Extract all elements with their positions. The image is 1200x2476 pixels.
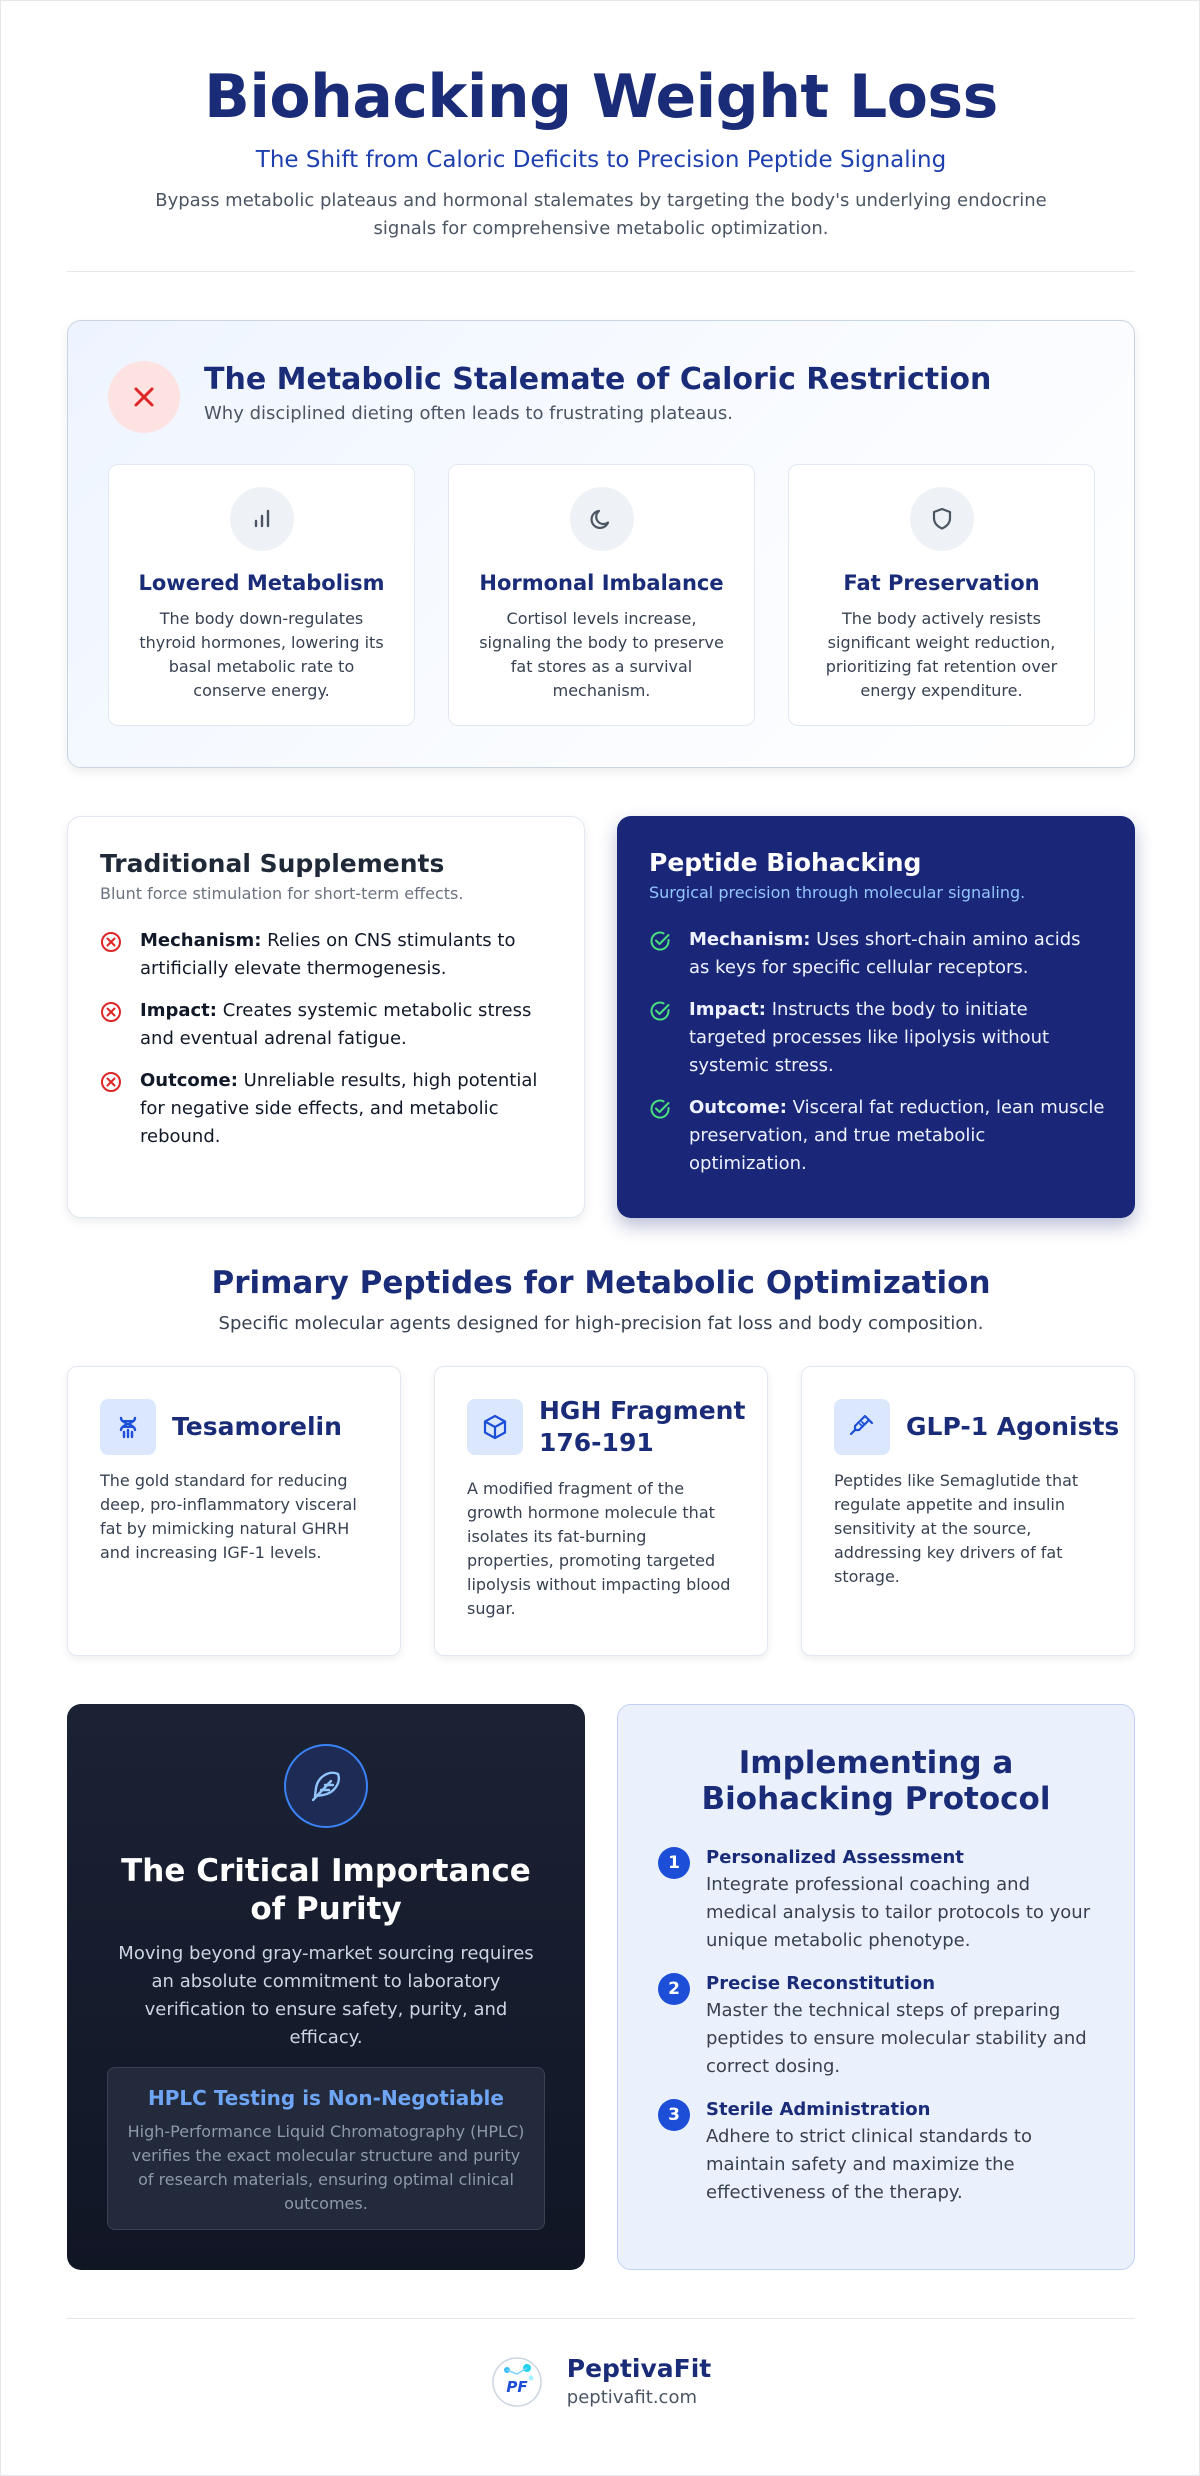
footer bbox=[1, 2347, 1200, 2417]
peptivafit-logo bbox=[491, 2356, 543, 2408]
footer-brand-block bbox=[567, 2353, 711, 2411]
item-label: Impact: bbox=[140, 1000, 217, 1021]
purity-title: The Critical Importance of Purity bbox=[121, 1853, 531, 1927]
page-subtitle: The Shift from Caloric Deficits to Precision Peptide Signaling bbox=[255, 147, 947, 173]
dna-icon bbox=[100, 1399, 156, 1455]
peptide-card-text: A modified fragment of the growth hormone molecule that isolates its fat-burning properties, promoting targeted lipolysis without impacting blood sugar. bbox=[467, 1479, 731, 1618]
peptide-card-title: GLP-1 Agonists bbox=[906, 1412, 1120, 1441]
peptides-section-header bbox=[67, 1263, 1135, 1334]
list-item bbox=[649, 996, 1105, 1080]
step-text: Adhere to strict clinical standards to maintain safety and maximize the effectiveness of the therapy. bbox=[706, 2126, 1032, 2203]
item-text: Uses short-chain amino acids as keys for specific cellular receptors. bbox=[689, 929, 1081, 978]
stalemate-card bbox=[448, 464, 755, 726]
x-circle-icon bbox=[100, 927, 140, 983]
protocol-step bbox=[658, 1971, 1098, 2081]
list-item bbox=[649, 926, 1105, 982]
item-text: Creates systemic metabolic stress and eventual adrenal fatigue. bbox=[140, 1000, 532, 1049]
step-number: 3 bbox=[658, 2099, 690, 2131]
protocol-steps bbox=[658, 1845, 1098, 2223]
page-description: Bypass metabolic plateaus and hormonal stalemates by targeting the body's underlying endocrine signals for comprehensive metabolic optimization. bbox=[155, 190, 1047, 239]
cube-icon bbox=[467, 1399, 523, 1455]
list-item bbox=[649, 1094, 1105, 1178]
traditional-supplements-card bbox=[67, 816, 585, 1218]
stalemate-section bbox=[67, 320, 1135, 768]
stalemate-card-text: The body down-regulates thyroid hormones, lowering its basal metabolic rate to conserve energy. bbox=[139, 609, 384, 700]
purity-text: Moving beyond gray-market sourcing requires an absolute commitment to laboratory verification to ensure safety, purity, and efficacy. bbox=[118, 1943, 534, 2048]
syringe-icon bbox=[834, 1399, 890, 1455]
check-circle-icon bbox=[649, 926, 689, 982]
peptide-card-tesamorelin bbox=[67, 1366, 401, 1656]
footer-divider bbox=[67, 2318, 1135, 2319]
item-text: Instructs the body to initiate targeted processes like lipolysis without systemic stress. bbox=[689, 999, 1050, 1076]
x-circle-icon bbox=[100, 997, 140, 1053]
feather-icon bbox=[284, 1744, 368, 1828]
x-circle-icon bbox=[100, 1067, 140, 1151]
stalemate-card bbox=[108, 464, 415, 726]
protocol-title: Implementing a Biohacking Protocol bbox=[701, 1745, 1051, 1817]
peptides-section-title: Primary Peptides for Metabolic Optimization bbox=[211, 1265, 991, 1301]
stalemate-subtitle: Why disciplined dieting often leads to frustrating plateaus. bbox=[204, 403, 733, 424]
item-text: Unreliable results, high potential for negative side effects, and metabolic rebound. bbox=[140, 1070, 538, 1147]
hplc-callout-title: HPLC Testing is Non-Negotiable bbox=[148, 2086, 504, 2110]
step-title: Personalized Assessment bbox=[706, 1847, 964, 1868]
peptide-list bbox=[649, 926, 1105, 1192]
list-item bbox=[100, 997, 556, 1053]
footer-url[interactable]: peptivafit.com bbox=[566, 2387, 697, 2408]
item-label: Outcome: bbox=[140, 1070, 238, 1091]
footer-brand: PeptivaFit bbox=[566, 2354, 712, 2383]
step-number: 2 bbox=[658, 1973, 690, 2005]
item-label: Impact: bbox=[689, 999, 766, 1020]
purity-card bbox=[67, 1704, 585, 2270]
item-label: Outcome: bbox=[689, 1097, 787, 1118]
header-divider bbox=[67, 271, 1135, 272]
peptide-card-title: Tesamorelin bbox=[172, 1412, 342, 1441]
item-label: Mechanism: bbox=[689, 929, 811, 950]
protocol-card bbox=[617, 1704, 1135, 2270]
bar-chart-icon bbox=[230, 487, 294, 551]
traditional-list bbox=[100, 927, 556, 1165]
peptide-card-hgh-fragment bbox=[434, 1366, 768, 1656]
peptide-biohacking-card bbox=[617, 816, 1135, 1218]
stalemate-title: The Metabolic Stalemate of Caloric Restriction bbox=[204, 362, 992, 397]
peptide-card-text: The gold standard for reducing deep, pro-inflammatory visceral fat by mimicking natural GHRH and increasing IGF-1 levels. bbox=[100, 1471, 357, 1562]
peptide-card-title: HGH Fragment 176-191 bbox=[539, 1396, 746, 1457]
moon-icon bbox=[570, 487, 634, 551]
stalemate-card-title: Hormonal Imbalance bbox=[479, 571, 724, 595]
logo-text: PF bbox=[506, 2378, 528, 2396]
step-text: Master the technical steps of preparing peptides to ensure molecular stability and correct dosing. bbox=[706, 2000, 1087, 2077]
step-title: Precise Reconstitution bbox=[706, 1973, 936, 1994]
traditional-title: Traditional Supplements bbox=[100, 849, 445, 878]
protocol-step bbox=[658, 1845, 1098, 1955]
peptide-subtitle: Surgical precision through molecular signaling. bbox=[649, 883, 1026, 902]
stalemate-card-title: Fat Preservation bbox=[843, 571, 1040, 595]
list-item bbox=[100, 1067, 556, 1151]
protocol-step bbox=[658, 2097, 1098, 2207]
x-icon bbox=[108, 361, 180, 433]
peptide-card-text: Peptides like Semaglutide that regulate appetite and insulin sensitivity at the source, addressing key drivers of fat storage. bbox=[834, 1471, 1079, 1586]
step-number: 1 bbox=[658, 1847, 690, 1879]
stalemate-card-title: Lowered Metabolism bbox=[138, 571, 385, 595]
check-circle-icon bbox=[649, 1094, 689, 1178]
page-header bbox=[67, 59, 1135, 243]
hplc-callout-text: High-Performance Liquid Chromatography (HPLC) verifies the exact molecular structure and purity of research materials, ensuring optimal clinical outcomes. bbox=[127, 2122, 525, 2213]
item-text: Visceral fat reduction, lean muscle preservation, and true metabolic optimization. bbox=[689, 1097, 1105, 1174]
item-text: Relies on CNS stimulants to artificially elevate thermogenesis. bbox=[140, 930, 516, 979]
peptide-title: Peptide Biohacking bbox=[649, 848, 922, 877]
step-text: Integrate professional coaching and medical analysis to tailor protocols to your unique metabolic phenotype. bbox=[706, 1874, 1091, 1951]
shield-icon bbox=[910, 487, 974, 551]
peptide-card-glp1 bbox=[801, 1366, 1135, 1656]
stalemate-card bbox=[788, 464, 1095, 726]
peptides-section-subtitle: Specific molecular agents designed for high-precision fat loss and body composition. bbox=[218, 1313, 984, 1334]
hplc-callout bbox=[107, 2067, 545, 2230]
page-title: Biohacking Weight Loss bbox=[204, 62, 998, 132]
item-label: Mechanism: bbox=[140, 930, 262, 951]
check-circle-icon bbox=[649, 996, 689, 1080]
traditional-subtitle: Blunt force stimulation for short-term effects. bbox=[100, 884, 464, 903]
stalemate-card-text: Cortisol levels increase, signaling the body to preserve fat stores as a survival mechanism. bbox=[479, 609, 724, 700]
list-item bbox=[100, 927, 556, 983]
stalemate-card-text: The body actively resists significant weight reduction, prioritizing fat retention over energy expenditure. bbox=[825, 609, 1058, 700]
step-title: Sterile Administration bbox=[706, 2099, 931, 2120]
